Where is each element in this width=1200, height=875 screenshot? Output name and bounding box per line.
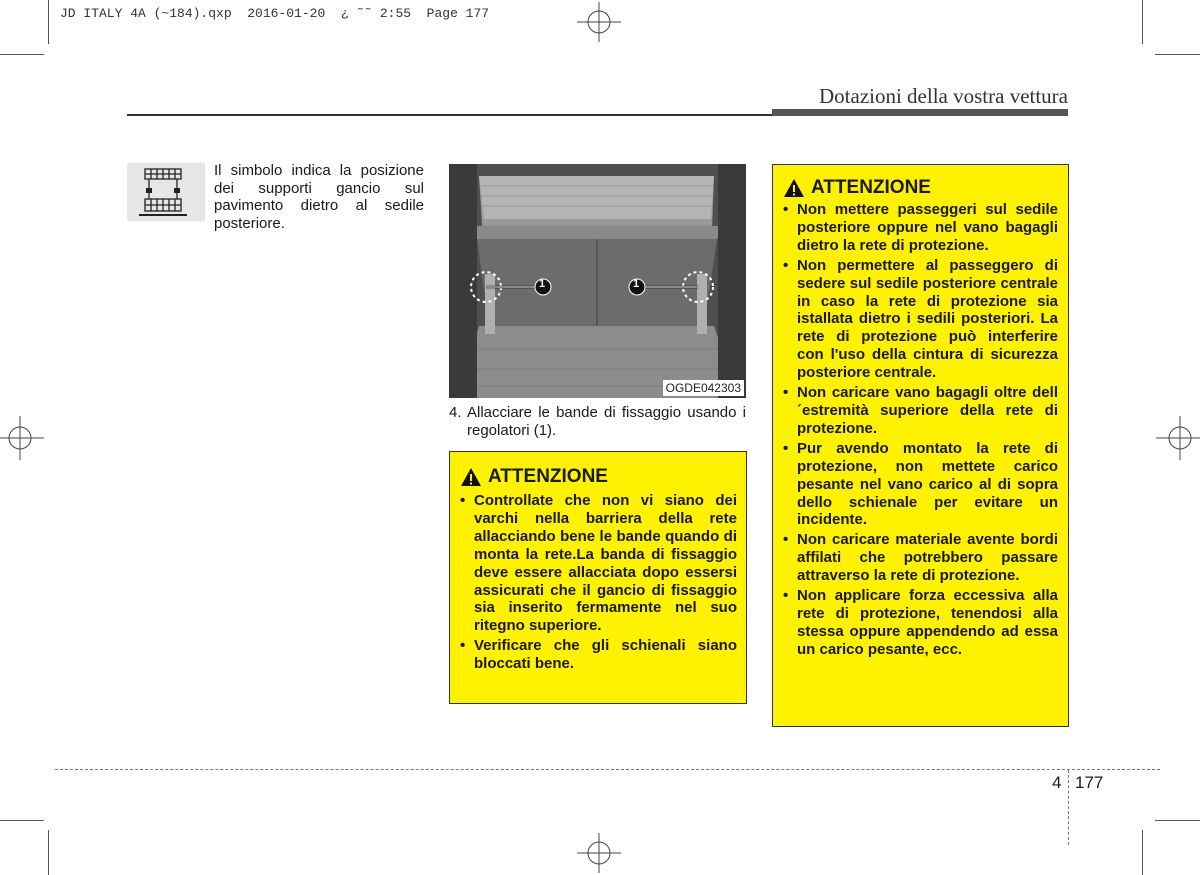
- cargo-net-floor-hook-icon: [127, 163, 205, 221]
- crop-mark: [1142, 0, 1143, 44]
- warning-item: • Non permettere al passeggero di sedere sul sedile posteriore centrale in caso la rete di protezione sia istallata dietro i sedili posteriori. La rete di protezione può interferire con l'uso della cintura di sicurezza posteriore centrale.: [783, 257, 1058, 382]
- callout-1-right: 1: [633, 278, 640, 290]
- instruction-step: [449, 404, 746, 439]
- crop-mark: [1155, 54, 1200, 55]
- warning-triangle-icon: [460, 467, 482, 487]
- registration-mark-left: [0, 416, 44, 460]
- warning-item: • Non applicare forza eccessiva alla rete di protezione, tenendosi alla stessa oppure appendendo ad essa un carico pesante, ecc.: [783, 587, 1058, 659]
- crop-mark: [48, 830, 49, 875]
- warning-item: • Non mettere passeggeri sul sedile posteriore oppure nel vano bagagli dietro la rete di protezione.: [783, 201, 1058, 255]
- footer-rule: [55, 769, 1160, 770]
- warning-item: • Non caricare materiale avente bordi affilati che potrebbero passare attraverso la rete di protezione.: [783, 531, 1058, 585]
- warning-title: ATTENZIONE: [811, 177, 931, 198]
- header-rule: [127, 114, 772, 116]
- step-number: 4.: [449, 404, 462, 421]
- crop-mark: [0, 54, 44, 55]
- warning-item: • Non caricare vano bagagli oltre dell´estremità superiore della rete di protezione.: [783, 384, 1058, 438]
- cargo-net-photo: [449, 164, 746, 398]
- crop-mark: [0, 820, 44, 821]
- step-text: Allacciare le bande di fissaggio usando i regolatori (1).: [467, 404, 746, 439]
- warning-item: • Controllate che non vi siano dei varchi nella barriera della rete allacciando bene le bande quando di monta la rete.La banda di fissaggio deve essere allacciata dopo essersi assicurati che il gancio di fissaggio sia inserito fermamente nel suo ritegno superiore.: [460, 492, 737, 635]
- warning-box-right: [772, 164, 1069, 727]
- footer-divider: [1068, 770, 1069, 845]
- warning-title: ATTENZIONE: [488, 466, 608, 487]
- registration-mark-bottom: [577, 833, 621, 873]
- registration-mark-right: [1156, 416, 1200, 460]
- symbol-description: Il simbolo indica la posizione dei supporti gancio sul pavimento dietro al sedile posteriore.: [214, 162, 424, 232]
- callout-1-left: 1: [539, 278, 546, 290]
- print-slug: JD ITALY 4A (~184).qxp 2016-01-20 ¿ ˜˜ 2:55 Page 177: [60, 6, 490, 21]
- figure-code: OGDE042303: [663, 380, 744, 396]
- registration-mark-top: [577, 2, 621, 42]
- warning-box-left: [449, 451, 747, 704]
- chapter-number: 4: [1052, 773, 1062, 792]
- crop-mark: [48, 0, 49, 44]
- warning-item: • Verificare che gli schienali siano bloccati bene.: [460, 637, 737, 673]
- crop-mark: [1155, 820, 1200, 821]
- crop-mark: [1142, 830, 1143, 875]
- warning-item: • Pur avendo montato la rete di protezione, non mettete carico pesante nel vano carico al di sopra dello schienale per evitare un incidente.: [783, 440, 1058, 530]
- page-number: 177: [1075, 773, 1104, 792]
- section-title: Dotazioni della vostra vettura: [819, 84, 1068, 108]
- warning-triangle-icon: [783, 178, 805, 198]
- header-rule-accent: [772, 109, 1068, 116]
